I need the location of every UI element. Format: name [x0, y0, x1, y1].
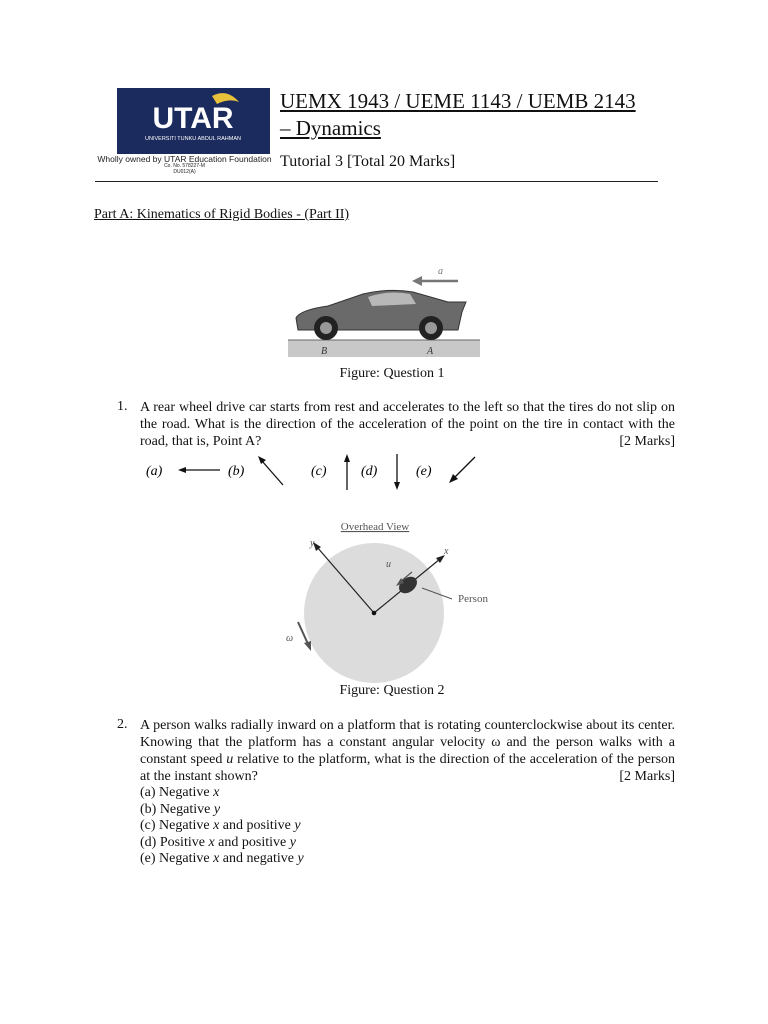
header-divider [95, 181, 658, 182]
figure-q2-caption: Figure: Question 2 [339, 683, 445, 698]
option-e [140, 851, 540, 868]
option-b-var: y [213, 801, 221, 817]
tutorial-title: Tutorial 3 [Total 20 Marks] [280, 153, 456, 170]
option-c-label: (c) Negative [140, 818, 210, 833]
x-axis-label: x [444, 546, 449, 557]
option-c-var2: y [294, 818, 301, 833]
omega-label: ω [286, 633, 294, 644]
question-2-marks: [2 Marks] [619, 769, 675, 784]
point-a-label: A [427, 346, 434, 357]
option-a-label: (a) Negative [140, 785, 210, 800]
option-a-var: x [213, 785, 220, 800]
question-1-marks: [2 Marks] [619, 434, 675, 449]
option-a [140, 785, 540, 802]
choice-c-arrowhead [344, 454, 350, 462]
q1-choices [140, 453, 485, 493]
choice-c-label: (c) [311, 464, 327, 479]
utar-logo [117, 88, 270, 154]
choice-e-label: (e) [416, 464, 432, 479]
choice-d-label: (d) [361, 464, 378, 479]
option-b [140, 802, 540, 819]
option-d [140, 835, 540, 852]
person-label: Person [458, 593, 488, 605]
question-2-number: 2. [117, 717, 128, 732]
choice-e-arrow [455, 457, 475, 477]
accel-label: a [438, 266, 443, 277]
y-axis-label: y [310, 538, 315, 549]
overhead-view-label: Overhead View [340, 521, 410, 533]
option-b-label: (b) Negative [140, 801, 211, 817]
option-d-var1: x [208, 834, 215, 850]
point-b-label: B [321, 346, 328, 357]
logo-text: UTAR [152, 102, 234, 135]
u-label: u [386, 559, 391, 570]
choice-b-arrowhead [258, 456, 266, 464]
question-1-number: 1. [117, 399, 128, 414]
question-2-body-part1: A person walks radially inward on a platform that is rotating counterclockwise about its center. Knowing that the platform has a constant angular velocity ω and the person walks with a constant speed [140, 718, 675, 767]
question-2-text [140, 717, 675, 785]
option-e-mid: and negative [222, 851, 294, 866]
option-e-var1: x [213, 851, 220, 866]
question-2-body-part2: relative to the platform, what is the direction of the acceleration of the person at the instant shown? [140, 752, 676, 784]
speed-symbol: u [226, 752, 234, 767]
dkd-code: DU012(A) [173, 169, 196, 175]
logo-ownership [97, 155, 272, 175]
company-no: Co. No. 578227-M [164, 163, 205, 169]
course-title [280, 88, 680, 142]
choice-d-arrowhead [394, 482, 400, 490]
option-d-label: (d) Positive [140, 834, 205, 850]
choice-b-arrow [262, 461, 283, 485]
option-e-var2: y [297, 851, 304, 866]
figure-q1-caption: Figure: Question 1 [339, 366, 445, 381]
course-title-line2: – Dynamics [280, 116, 381, 140]
option-e-label: (e) Negative [140, 851, 210, 866]
question-2-options [140, 785, 540, 868]
option-c-mid: and positive [222, 818, 291, 833]
platform-figure [280, 515, 510, 685]
ownership-text: Wholly owned by UTAR Education Foundation [97, 154, 272, 164]
question-1-text [140, 399, 675, 450]
question-1-body: A rear wheel drive car starts from rest and accelerates to the left so that the tires do not slip on the road. What is the direction of the acceleration of the point on the tire in contact with the road, that is, Point A? [140, 400, 675, 449]
choice-a-label: (a) [146, 464, 163, 479]
course-title-line1: UEMX 1943 / UEME 1143 / UEMB 2143 [280, 89, 636, 113]
part-a-title: Part A: Kinematics of Rigid Bodies - (Part II) [94, 207, 350, 222]
car-figure [288, 262, 480, 357]
option-d-mid: and positive [218, 834, 287, 850]
option-c [140, 818, 540, 835]
choice-a-arrowhead [178, 467, 186, 473]
option-c-var1: x [213, 818, 220, 833]
logo-subtext: UNIVERSITI TUNKU ABDUL RAHMAN [145, 136, 241, 142]
choice-b-label: (b) [228, 464, 245, 479]
option-d-var2: y [289, 834, 296, 850]
